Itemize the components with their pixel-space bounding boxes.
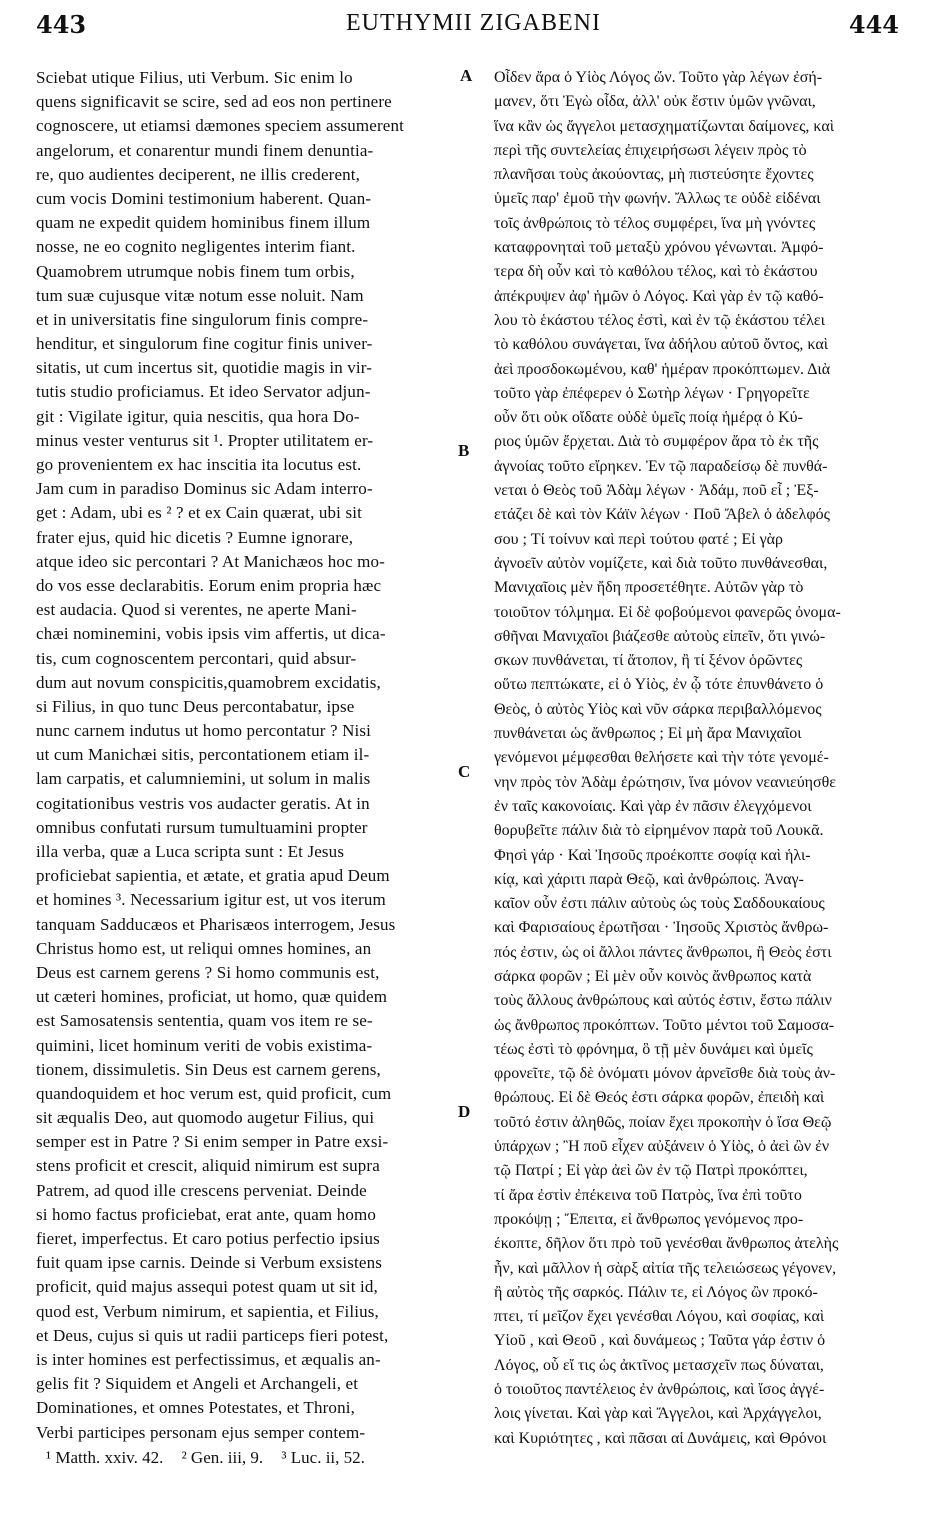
- text-line: frater ejus, quid hic dicetis ? Eumne ignorare,: [36, 527, 354, 547]
- text-line: φρονεῖτε, τῷ δὲ ὀνόματι μόνον ἀρνεῖσθε διὰ τοὺς ἀν-: [494, 1065, 836, 1083]
- text-line: et homines ³. Necessarium igitur est, ut vos iterum: [36, 890, 386, 910]
- text-line: ἀεὶ προσδοκωμένου, καθ' ἡμέραν προκόπτωμεν. Διὰ: [494, 360, 831, 378]
- text-line: angelorum, et conarentur mundi finem denuntia-: [36, 140, 374, 160]
- text-line: est Samosatensis sententia, quam vos item re se-: [36, 1011, 373, 1031]
- running-header: [36, 10, 911, 44]
- text-line: ἀπέκρυψεν ἀφ' ἡμῶν ὁ Λόγος. Καὶ γὰρ ἐν τῷ καθό-: [494, 287, 824, 305]
- text-line: νην πρὸς τὸν Ἀδὰμ ἐρώτησιν, ἵνα μόνον νεανιεύησθε: [494, 773, 837, 791]
- text-line: ὁ τοιοῦτος παντέλειος ἐν ἀνθρώποις, καὶ ἴσος ἀγγέ-: [494, 1381, 825, 1399]
- text-line: tutis studio proficiamus. Et ideo Servator adjun-: [36, 382, 371, 402]
- text-line: si homo factus proficiebat, erat ante, quam homo: [36, 1204, 377, 1224]
- text-line: sit æqualis Deo, aut quomodo augetur Filius, qui: [36, 1108, 375, 1128]
- text-line: Μανιχαῖοις μὲν ἤδη προσετέθητε. Αὐτῶν γὰρ τὸ: [494, 579, 804, 597]
- text-line: tum suæ cujusque vitæ notum esse noluit. Nam: [36, 285, 364, 305]
- text-line: minus vester venturus sit ¹. Propter utilitatem er-: [36, 430, 374, 450]
- text-line: Φησὶ γάρ · Καὶ Ἰησοῦς προέκοπτε σοφίᾳ καὶ ἡλι-: [494, 846, 811, 864]
- text-line: ἦν, καὶ μᾶλλον ἡ σὰρξ αἰτία τῆς τελειώσεως γέγονεν,: [494, 1259, 837, 1277]
- text-line: θρώπους. Εἰ δὲ Θεός ἐστι σάρκα φορῶν, ἐπειδὴ καὶ: [494, 1089, 825, 1107]
- text-line: cognoscere, ut etiamsi dæmones speciem assumerent: [36, 116, 405, 136]
- latin-column: [36, 66, 454, 1445]
- text-line: κίᾳ, καὶ χάριτι παρὰ Θεῷ, καὶ ἀνθρώποις. Ἀναγ-: [494, 870, 804, 888]
- text-line: πλανῆσαι τοὺς ἀκούοντας, μὴ πιστεύσητε ἔχοντες: [494, 166, 814, 184]
- text-line: έκοπτε, δῆλον ὅτι πρὸ τοῦ γενέσθαι ἄνθρωπος ἀτελὴς: [494, 1235, 839, 1253]
- text-line: τοῦτό ἐστιν ἀληθῶς, ποίαν ἔχει προκοπὴν ὁ ἴσα Θεῷ: [494, 1113, 832, 1131]
- section-marker-a: A: [460, 66, 473, 85]
- text-line: νεται ὁ Θεὸς τοῦ Ἀδὰμ λέγων · Ἀδάμ, ποῦ εἶ ; Ἐξ-: [494, 482, 819, 500]
- text-line: προκόψῃ ; Ἔπειτα, εἰ ἄνθρωπος γενόμενος προ-: [494, 1210, 804, 1228]
- text-line: ἢ αὐτὸς τῆς σαρκός. Πάλιν τε, εἰ Λόγος ὢν προκό-: [494, 1283, 818, 1301]
- text-line: Sciebat utique Filius, uti Verbum. Sic enim lo: [36, 68, 353, 87]
- text-line: atque ideo sic percontari ? At Manichæos hoc mo-: [36, 551, 385, 571]
- text-line: γενόμενοι μέμφεσθαι θελήσετε καὶ τὴν τότε γενομέ-: [494, 749, 829, 767]
- text-line: πυνθάνεται ὡς ἄνθρωπος ; Εἰ μὴ ἄρα Μανιχαῖοι: [494, 725, 802, 743]
- text-line: Jam cum in paradiso Dominus sic Adam interro-: [36, 479, 373, 499]
- text-line: Verbi participes personam ejus semper contem-: [36, 1422, 366, 1442]
- text-line: μανεν, ὅτι Ἐγὼ οἶδα, ἀλλ' οὐκ ἔστιν ὑμῶν γνῶναι,: [494, 93, 816, 111]
- text-line: semper est in Patre ? Si enim semper in Patre exsi-: [36, 1132, 389, 1152]
- page-number-right: 444: [848, 10, 899, 39]
- text-line: ριος ὑμῶν ἔρχεται. Διὰ τὸ συμφέρον ἄρα τὸ ἐκ τῆς: [494, 433, 819, 451]
- text-line: ὡς ἄνθρωπος προκόπτων. Τοῦτο μέντοι τοῦ Σαμοσα-: [494, 1016, 835, 1034]
- text-line: καὶ Κυριότητες , καὶ πᾶσαι αἱ Δυνάμεις, καὶ Θρόνοι: [494, 1429, 827, 1447]
- text-line: τοῖς ἀνθρώποις τὸ τέλος συμφέρει, ἵνα μὴ γνόντες: [494, 214, 816, 232]
- text-line: ut cum Manichæi sitis, percontationem etiam il-: [36, 745, 370, 765]
- text-line: illa verba, quæ a Luca scripta sunt : Et Jesus: [36, 842, 345, 861]
- text-line: Deus est carnem gerens ? Si homo communis est,: [36, 962, 380, 982]
- text-line: Quamobrem utrumque nobis finem tum orbis,: [36, 261, 355, 281]
- text-line: fieret, imperfectus. Et caro potius perfectio ipsius: [36, 1229, 380, 1248]
- text-line: Υἱοῦ , καὶ Θεοῦ , καὶ δυνάμεως ; Ταῦτα γάρ ἐστιν ὁ: [494, 1332, 826, 1350]
- text-line: Patrem, ad quod ille crescens perveniat. Deinde: [36, 1180, 367, 1200]
- text-line: τερα δὴ οὖν καὶ τὸ καθόλου τέλος, καὶ τὸ ἑκάστου: [494, 263, 818, 281]
- text-line: get : Adam, ubi es ² ? et ex Cain quærat, ubi sit: [36, 503, 362, 523]
- text-line: σάρκα φορῶν ; Εἰ μὲν οὖν κοινὸς ἄνθρωπος κατὰ: [494, 967, 812, 985]
- text-line: τοῦτο γὰρ ἐπέφερεν ὁ Σωτὴρ λέγων · Γρηγορεῖτε: [494, 384, 810, 402]
- text-line: nosse, ne eo cognito negligentes interim fiant.: [36, 237, 356, 257]
- section-marker-c: C: [458, 762, 471, 781]
- text-line: henditur, et singulorum fine cogitur finis univer-: [36, 334, 373, 354]
- text-line: τί ἄρα ἐστὶν ἐπέκεινα τοῦ Πατρὸς, ἵνα ἐπὶ τοῦτο: [494, 1186, 802, 1204]
- text-line: fuit quam ipse carnis. Deinde si Verbum exsistens: [36, 1253, 383, 1273]
- text-line: πός ἐστιν, ὡς οἱ ἄλλοι πάντες ἄνθρωποι, ἢ Θεὸς ἐστι: [494, 943, 832, 961]
- text-line: re, quo audientes deciperent, ne illis crederent,: [36, 164, 361, 184]
- text-line: Dominationes, et omnes Potestates, et Throni,: [36, 1398, 356, 1418]
- text-line: λοις γίνεται. Καὶ γὰρ καὶ Ἄγγελοι, καὶ Ἀρχάγγελοι,: [494, 1405, 822, 1423]
- text-line: cogitationibus vestris vos audacter geratis. At in: [36, 793, 370, 813]
- text-line: ἀγνοεῖν αὐτὸν νομίζετε, καὶ διὰ τοῦτο πυνθάνεσθαι,: [494, 554, 828, 572]
- footnote-2: ² Gen. iii, 9.: [181, 1448, 264, 1467]
- greek-column: [494, 66, 914, 1451]
- text-line: Θεὸς, ὁ αὐτὸς Υἱὸς καὶ νῦν σάρκα περιβαλλόμενος: [494, 700, 822, 718]
- text-line: Christus homo est, ut reliqui omnes homines, an: [36, 938, 372, 958]
- text-line: et in universitatis fine singulorum finis compre-: [36, 309, 369, 329]
- text-line: τὸ καθόλου συνάγεται, ἵνα ἀδήλου αὐτοῦ ὄντος, καὶ: [494, 336, 829, 354]
- footnote-3: ³ Luc. ii, 52.: [281, 1448, 365, 1467]
- text-line: οὖν ὅτι οὐκ οἴδατε οὐδὲ ὑμεῖς ποίᾳ ἡμέρᾳ ὁ Κύ-: [494, 409, 803, 427]
- text-line: tanquam Sadducæos et Pharisæos interrogem, Jesus: [36, 914, 396, 934]
- text-line: σου ; Τί τοίνυν καὶ περὶ τούτου φατέ ; Εἰ γὰρ: [494, 530, 784, 548]
- text-line: καταφρονηταὶ τοῦ μεταξὺ χρόνου γένωνται. Ἀμφό-: [494, 239, 824, 257]
- text-line: et Deus, cujus si quis ut radii particeps fieri potest,: [36, 1325, 389, 1345]
- text-line: si Filius, in quo tunc Deus percontabatur, ipse: [36, 696, 355, 716]
- text-line: περὶ τῆς συντελείας ἐπιχειρήσωσι λέγειν πρὸς τὸ: [494, 141, 807, 159]
- text-line: go provenientem ex hac inscitia ita locutus est.: [36, 455, 362, 474]
- text-line: sitatis, ut cum incertus sit, quotidie magis in vir-: [36, 358, 373, 378]
- text-line: ut cæteri homines, proficiat, ut homo, quæ quidem: [36, 987, 388, 1007]
- text-line: ἐν ταῖς κακονοίαις. Καὶ γὰρ ἐν πᾶσιν ἐλεγχόμενοι: [494, 797, 812, 815]
- text-line: τῷ Πατρί ; Εἰ γὰρ ἀεὶ ὢν ἐν τῷ Πατρὶ προκόπτει,: [494, 1162, 808, 1180]
- section-marker-b: B: [458, 441, 470, 460]
- section-marker-d: D: [458, 1102, 471, 1121]
- text-line: cum vocis Domini testimonium haberent. Quan-: [36, 188, 372, 208]
- text-line: git : Vigilate igitur, quia nescitis, qua hora Do-: [36, 406, 360, 426]
- text-line: gelis fit ? Siquidem et Angeli et Archangeli, et: [36, 1374, 359, 1394]
- text-line: quod est, Verbum nimirum, et sapientia, et Filius,: [36, 1301, 379, 1321]
- text-line: stens proficit et crescit, aliquid nimirum est supra: [36, 1156, 380, 1176]
- text-line: τοὺς ἄλλους ἀνθρώπους καὶ αὐτός ἐστιν, ἔστω πάλιν: [494, 992, 832, 1010]
- text-line: proficit, quid majus assequi potest quam ut sit id,: [36, 1277, 378, 1297]
- text-line: quandoquidem et hoc verum est, quid proficit, cum: [36, 1083, 392, 1103]
- text-line: tis, cum cognoscentem percontari, quid absur-: [36, 648, 357, 668]
- text-line: omnibus confutati rursum tumultuamini propter: [36, 817, 368, 837]
- text-line: σθῆναι Μανιχαῖοι βιάζεσθε αὐτοὺς εἰπεῖν, ὅτι γινώ-: [494, 627, 826, 645]
- page-number-left: 443: [36, 10, 87, 39]
- text-line: καὶ Φαρισαίους ἐρωτῆσαι · Ἰησοῦς Χριστὸς ἄνθρω-: [494, 919, 829, 937]
- text-line: θορυβεῖτε πάλιν διὰ τὸ εἰρημένον παρὰ τοῦ Λουκᾶ.: [494, 822, 824, 840]
- text-line: quimini, licet hominum veriti de vobis existima-: [36, 1035, 373, 1055]
- text-line: τέως ἐστὶ τὸ φρόνημα, ὃ τῇ μὲν δυνάμει καὶ ὑμεῖς: [494, 1040, 813, 1058]
- text-line: quens significavit se scire, sed ad eos non pertinere: [36, 92, 392, 112]
- text-line: proficiebat sapientia, et ætate, et gratia apud Deum: [36, 866, 390, 886]
- text-line: quam ne expedit quidem hominibus finem illum: [36, 213, 371, 233]
- text-line: Λόγος, οὗ εἴ τις ὡς ἀκτῖνος μετασχεῖν πως δύναται,: [494, 1356, 824, 1374]
- text-line: chæi nominemini, vobis ipsis vim affertis, ut dica-: [36, 624, 386, 644]
- text-line: ὑμεῖς παρ' ἐμοῦ τὴν φωνήν. Ἄλλως τε οὐδὲ εἰδέναι: [494, 190, 821, 208]
- text-line: est audacia. Quod si verentes, ne aperte Mani-: [36, 600, 357, 620]
- text-line: do vos esse declarabitis. Eorum enim propria hæc: [36, 575, 382, 595]
- text-line: οὕτω πεπτώκατε, εἰ ὁ Υἱὸς, ἐν ᾧ τότε ἐπυνθάνετο ὁ: [494, 676, 824, 694]
- text-line: tionem, dissimuletis. Sin Deus est carnem gerens,: [36, 1059, 381, 1079]
- text-line: nunc carnem indutus ut homo percontatur ? Nisi: [36, 721, 372, 741]
- text-line: σκων πυνθάνεται, τί ἄτοπον, ἢ τί ξένον ὁρῶντες: [494, 652, 803, 670]
- text-line: ἵνα κἂν ὡς ἄγγελοι μετασχηματίζωνται δαίμονες, καὶ: [494, 117, 835, 135]
- footnotes: [46, 1448, 379, 1468]
- text-line: lam carpatis, et calumniemini, ut solum in malis: [36, 769, 371, 789]
- text-line: τοιοῦτον τόλμημα. Εἰ δὲ φοβούμενοι φανερῶς ὀνομα-: [494, 603, 841, 621]
- text-line: ἀγνοίας τοῦτο εἴρηκεν. Ἐν τῷ παραδείσῳ δὲ πυνθά-: [494, 457, 828, 475]
- text-line: ὑπάρχων ; Ἢ ποῦ εἶχεν αὐξάνειν ὁ Υἱὸς, ὁ ἀεὶ ὢν ἐν: [494, 1138, 830, 1156]
- text-line: πτει, τί μεῖζον ἔχει γενέσθαι Λόγου, καὶ σοφίας, καὶ: [494, 1308, 825, 1326]
- text-line: Οἶδεν ἄρα ὁ Υἱὸς Λόγος ὤν. Τοῦτο γὰρ λέγων ἐσή-: [494, 69, 823, 86]
- footnote-1: ¹ Matth. xxiv. 42.: [46, 1448, 164, 1467]
- running-title: EUTHYMII ZIGABENI: [346, 10, 601, 36]
- text-line: λου τὸ ἑκάστου τέλος ἐστὶ, καὶ ἐν τῷ ἑκάστου τέλει: [494, 311, 825, 329]
- text-line: ετάζει δὲ καὶ τὸν Κάϊν λέγων · Ποῦ Ἄβελ ὁ ἀδελφός: [494, 506, 830, 524]
- text-line: dum aut novum conspicitis,quamobrem excidatis,: [36, 672, 381, 692]
- text-line: is inter homines est perfectissimus, et æqualis an-: [36, 1349, 381, 1369]
- text-line: καῖον οὖν ἐστι πάλιν αὐτοὺς ὡς τοὺς Σαδδουκαίους: [494, 895, 825, 913]
